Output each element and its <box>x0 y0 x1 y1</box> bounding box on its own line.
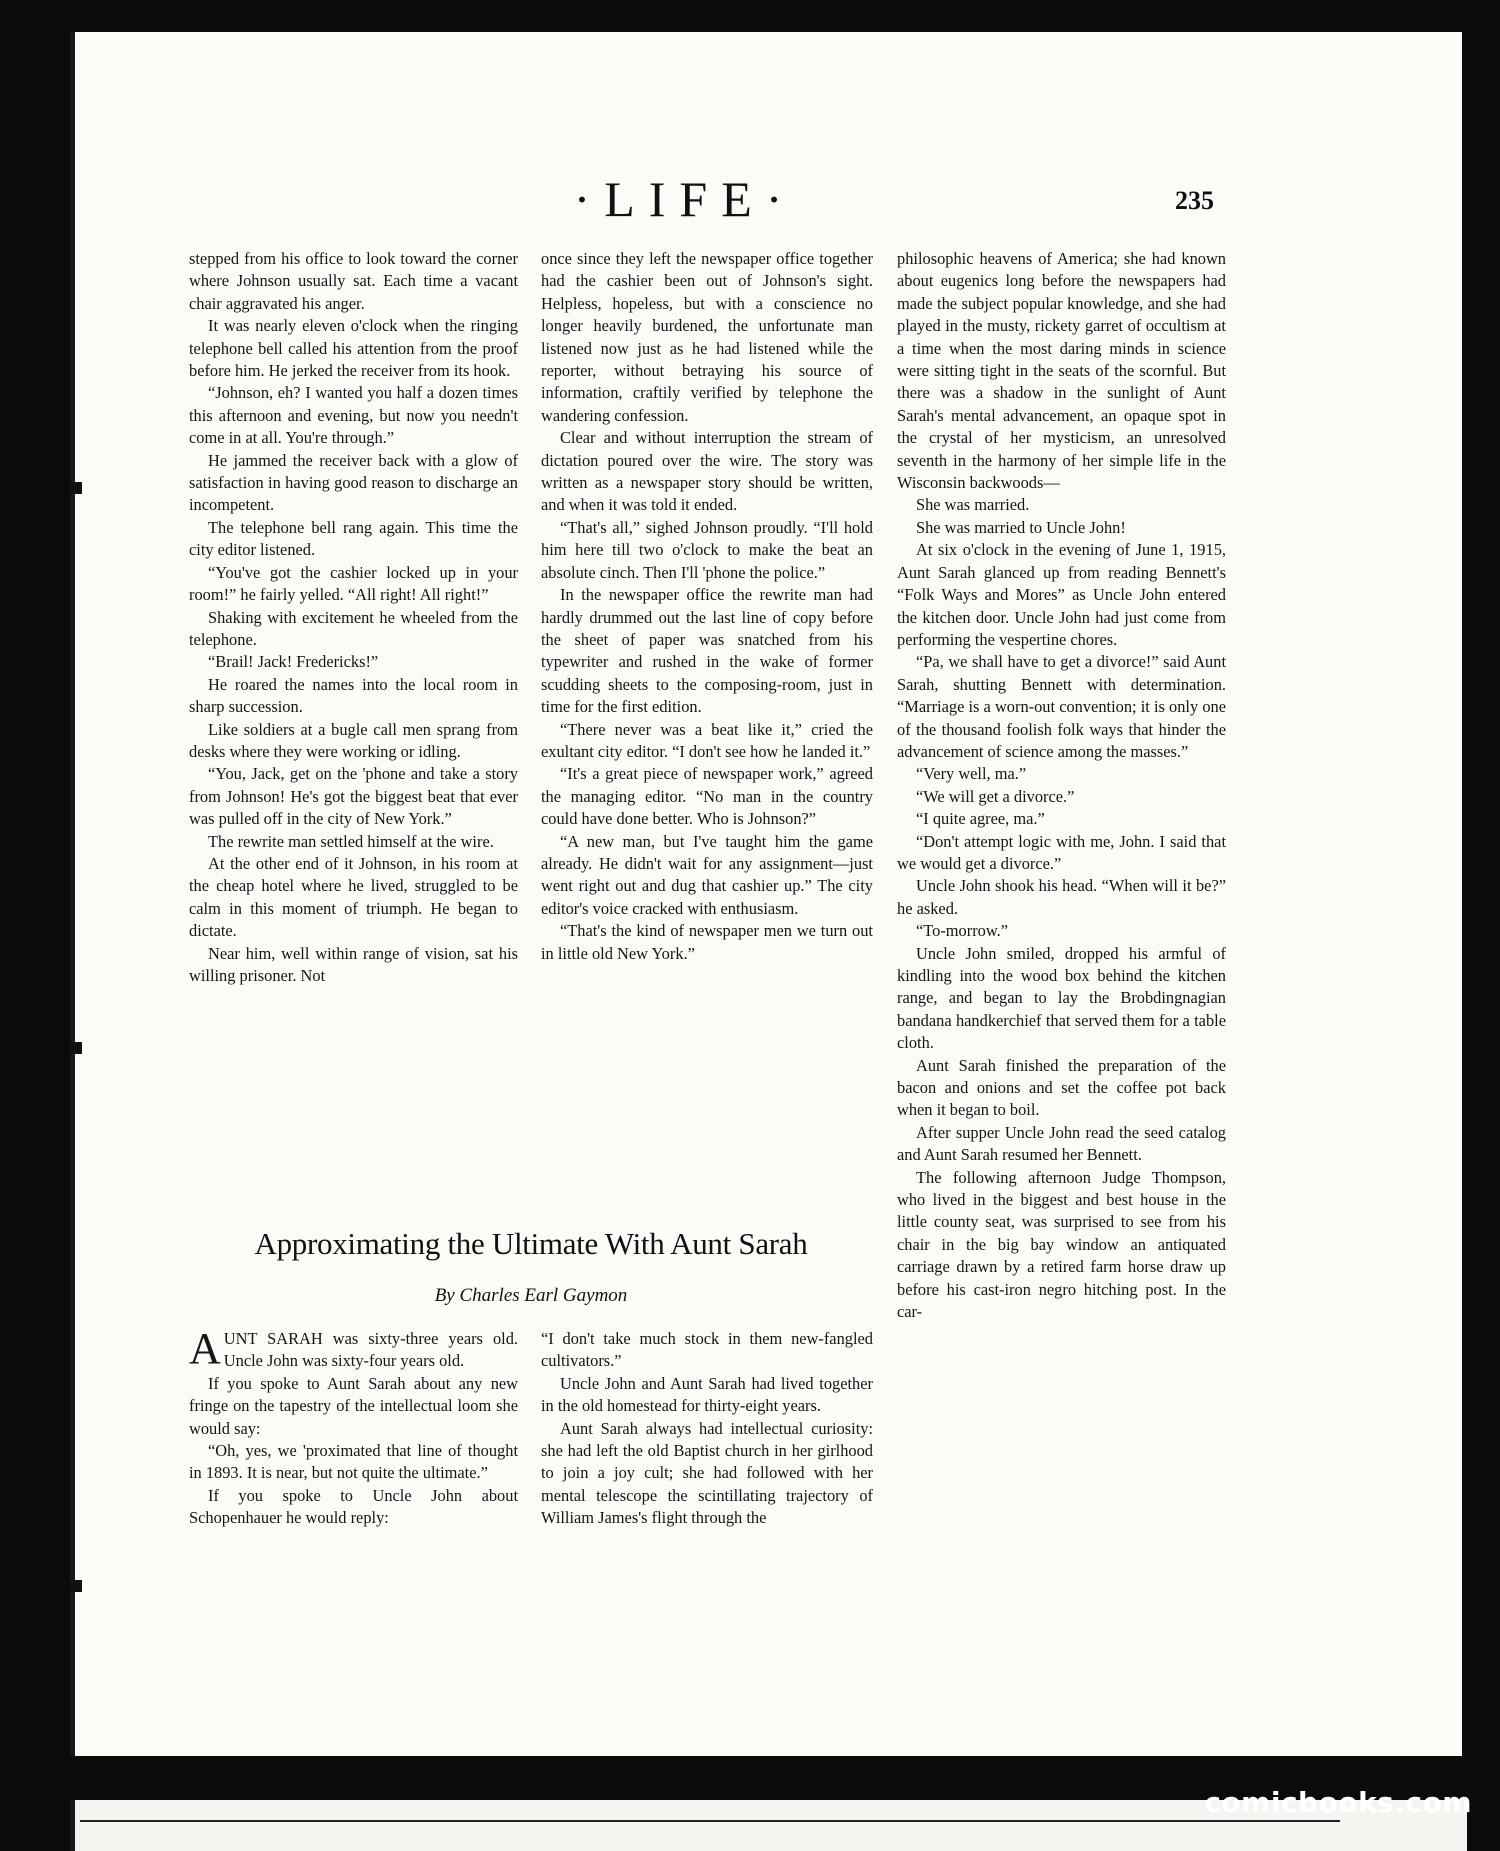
drop-cap: A <box>189 1328 221 1373</box>
paragraph: It was nearly eleven o'clock when the ringing telephone bell called his attention from the proof before him. He jerked the receiver from its hook. <box>189 316 518 381</box>
paragraph: “You've got the cashier locked up in your room!” he fairly yelled. “All right! All right!” <box>189 562 518 605</box>
paragraph: “To-morrow.” <box>916 921 1008 941</box>
paragraph: In the newspaper office the rewrite man had hardly drummed out the last line of copy before the sheet of paper was snatched from his typewriter and rushed in the wake of former scudding sheets to the composing-room, just in time for the first edition. <box>541 585 873 717</box>
text-column-3 <box>897 248 1226 1584</box>
paragraph: “There never was a beat like it,” cried the exultant city editor. “I don't see how he landed it.” <box>541 719 873 761</box>
paragraph: “A new man, but I've taught him the game already. He didn't wait for any assignment—just went right out and dug that cashier up.” The city editor's voice cracked with enthusiasm. <box>541 831 873 918</box>
paragraph: “That's the kind of newspaper men we turn out in little old New York.” <box>541 921 873 963</box>
paragraph: “Pa, we shall have to get a divorce!” said Aunt Sarah, shutting Bennett with determination. “Marriage is a worn-out convention; it is only one of the thousand foolish folk ways that hinder the advancement of science among the masses.” <box>897 652 1226 761</box>
paragraph: Aunt Sarah finished the preparation of the bacon and onions and set the coffee pot back when it began to boil. <box>897 1055 1226 1120</box>
paragraph: “We will get a divorce.” <box>916 786 1075 806</box>
paragraph: Like soldiers at a bugle call men sprang from desks where they were working or idling. <box>189 719 518 761</box>
paragraph: He jammed the receiver back with a glow of satisfaction in having good reason to discharge an incompetent. <box>189 450 518 515</box>
paragraph: “I quite agree, ma.” <box>916 809 1045 829</box>
paragraph: The rewrite man settled himself at the wire. <box>208 831 494 851</box>
opening-paragraph <box>189 1328 518 1373</box>
next-page-rule <box>80 1820 1340 1822</box>
text-column-4 <box>189 1328 518 1590</box>
watermark: comicbooks.com <box>1204 1786 1472 1819</box>
page-binding-edge <box>70 32 75 1756</box>
paragraph: The following afternoon Judge Thompson, who lived in the biggest and best house in the little county seat, was surprised to see from his chair in the big bay window an antiquated carriage drawn by a retired farm horse draw up before his cast-iron negro hitching post. In the car- <box>897 1167 1226 1322</box>
paragraph: Near him, well within range of vision, sat his willing prisoner. Not <box>189 943 518 985</box>
paragraph: “It's a great piece of newspaper work,” agreed the managing editor. “No man in the country could have done better. Who is Johnson?” <box>541 764 873 829</box>
paragraph: Uncle John smiled, dropped his armful of kindling into the wood box behind the kitchen range, and began to lay the Brobdingnagian bandana handkerchief that served them for a table cloth. <box>897 943 1226 1053</box>
paragraph: “Oh, yes, we 'proximated that line of thought in 1893. It is near, but not quite the ultimate.” <box>189 1441 518 1483</box>
paragraph: Clear and without interruption the stream of dictation poured over the wire. The story was written as a newspaper story should be written, and when it was told it ended. <box>541 428 873 515</box>
masthead: ·LIFE· <box>573 171 797 227</box>
paragraph: Uncle John and Aunt Sarah had lived together in the old homestead for thirty-eight years. <box>541 1373 873 1416</box>
paragraph: “Don't attempt logic with me, John. I said that we would get a divorce.” <box>897 831 1226 873</box>
article-byline: By Charles Earl Gaymon <box>434 1285 628 1306</box>
paragraph: “Very well, ma.” <box>916 764 1027 784</box>
binding-mark <box>70 482 82 494</box>
paragraph: At the other end of it Johnson, in his room at the cheap hotel where he lived, struggled to be calm in this moment of triumph. He began to dictate. <box>189 853 518 941</box>
paragraph: “You, Jack, get on the 'phone and take a story from Johnson! He's got the biggest beat that ever was pulled off in the city of New York.” <box>189 764 518 829</box>
text-column-2 <box>541 248 873 1196</box>
paragraph: He roared the names into the local room in sharp succession. <box>189 674 518 717</box>
paragraph: The telephone bell rang again. This time the city editor listened. <box>189 517 518 560</box>
paragraph: At six o'clock in the evening of June 1, 1915, Aunt Sarah glanced up from reading Bennett's “Folk Ways and Mores” as Uncle John entered the kitchen door. Uncle John had just come from performing the vespertine chores. <box>897 540 1226 649</box>
paragraph: “That's all,” sighed Johnson proudly. “I'll hold him here till two o'clock to make the beat an absolute cinch. Then I'll 'phone the police.” <box>541 517 873 582</box>
paragraph: Uncle John shook his head. “When will it be?” he asked. <box>897 876 1226 918</box>
paragraph: If you spoke to Aunt Sarah about any new fringe on the tapestry of the intellectual loom she would say: <box>189 1373 518 1438</box>
paragraph: She was married to Uncle John! <box>916 517 1126 537</box>
paragraph: “I don't take much stock in them new-fangled cultivators.” <box>541 1329 873 1371</box>
binding-mark <box>70 1580 82 1592</box>
paragraph: After supper Uncle John read the seed catalog and Aunt Sarah resumed her Bennett. <box>897 1122 1226 1165</box>
text-column-5 <box>541 1328 873 1590</box>
paragraph: once since they left the newspaper office together had the cashier been out of Johnson's sight. Helpless, hopeless, but with a conscience no longer heavily burdened, the unfortunate man listened now just as he had listened while the reporter, without betraying his source of information, craftily verified by telephone the wandering confession. <box>541 249 873 425</box>
paragraph: Aunt Sarah always had intellectual curiosity: she had left the old Baptist church in her girlhood to join a joy cult; she had followed with her mental telescope the scintillating trajectory of William James's flight through the <box>541 1418 873 1528</box>
binding-mark <box>70 1042 82 1054</box>
paragraph: Shaking with excitement he wheeled from the telephone. <box>189 607 518 649</box>
paragraph: She was married. <box>916 495 1030 515</box>
paragraph: If you spoke to Uncle John about Schopenhauer he would reply: <box>189 1485 518 1528</box>
text-column-1 <box>189 248 518 1196</box>
article-title: Approximating the Ultimate With Aunt Sarah <box>254 1226 808 1261</box>
paragraph: “Johnson, eh? I wanted you half a dozen times this afternoon and evening, but now you needn't come in at all. You're through.” <box>189 383 518 448</box>
page-number: 235 <box>1175 186 1214 215</box>
paragraph-text: UNT SARAH was sixty-three years old. Uncle John was sixty-four years old. <box>223 1329 518 1371</box>
paragraph: “Brail! Jack! Fredericks!” <box>208 652 379 672</box>
paragraph: stepped from his office to look toward the corner where Johnson usually sat. Each time a vacant chair aggravated his anger. <box>189 249 518 313</box>
paragraph: philosophic heavens of America; she had known about eugenics long before the newspapers had made the subject popular knowledge, and she had played in the musty, rickety garret of occultism at a time when the most daring minds in science were sitting tight in the seats of the scornful. But there was a shadow in the sunlight of Aunt Sarah's mental advancement, an opaque spot in the crystal of her mysticism, an unresolved seventh in the harmony of her simple life in the Wisconsin backwoods— <box>897 249 1226 493</box>
